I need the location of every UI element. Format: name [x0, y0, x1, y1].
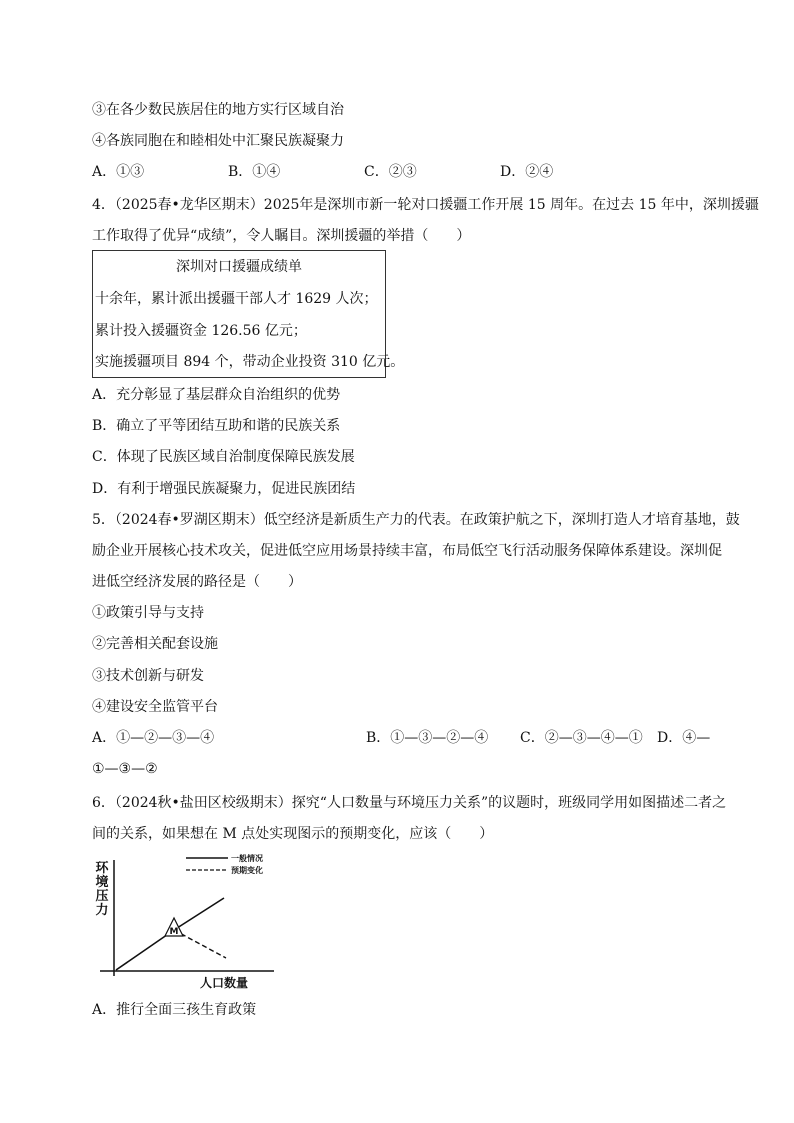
y-axis-label-char: 压: [95, 889, 109, 904]
q5-item-1: ①政策引导与支持: [92, 605, 204, 621]
q4-box-line-1: 十余年，累计派出援疆干部人才 1629 人次；: [95, 291, 378, 307]
legend-general-label: 一般情况: [231, 854, 263, 863]
q3-choice-a[interactable]: A．①③: [92, 164, 145, 180]
q5-stem-line-2: 励企业开展核心技术攻关，促进低空应用场景持续丰富，布局低空飞行活动服务保障体系建设。深圳促: [92, 543, 722, 559]
q5-stem-line-1: 5．（2024春•罗湖区期末）低空经济是新质生产力的代表。在政策护航之下，深圳打造人才培育基地，鼓: [92, 512, 740, 528]
y-axis-label-char: 境: [95, 875, 109, 890]
q5-item-3: ③技术创新与研发: [92, 668, 204, 684]
y-axis-label-char: 环: [95, 861, 109, 876]
q5-stem-line-3: 进低空经济发展的路径是（ ）: [92, 574, 302, 590]
q4-choice-a[interactable]: A．充分彰显了基层群众自治组织的优势: [92, 387, 341, 403]
q4-box-line-3: 实施援疆项目 894 个，带动企业投资 310 亿元。: [95, 354, 405, 370]
q6-stem-line-1: 6．（2024秋•盐田区校级期末）探究“人口数量与环境压力关系”的议题时，班级同学用如图描述二者之: [92, 795, 727, 811]
q6-stem-line-2: 间的关系，如果想在 M 点处实现图示的预期变化，应该（ ）: [92, 826, 494, 842]
q4-choice-d[interactable]: D．有利于增强民族凝聚力，促进民族团结: [92, 481, 356, 497]
q4-box-title: 深圳对口援疆成绩单: [176, 259, 302, 275]
x-axis-label: 人口数量: [199, 976, 249, 990]
y-axis-label: [95, 860, 109, 918]
q3-option-4: ④各族同胞在和睦相处中汇聚民族凝聚力: [92, 133, 344, 149]
q4-choice-b[interactable]: B．确立了平等团结互助和谐的民族关系: [92, 418, 341, 434]
q3-choice-d[interactable]: D．②④: [500, 164, 554, 180]
point-m-label: M: [169, 927, 179, 937]
q4-score-box: [92, 250, 405, 378]
q5-choice-a[interactable]: A．①—②—③—④: [92, 730, 215, 746]
y-axis-label-char: 力: [95, 903, 109, 918]
q4-stem-line-2: 工作取得了优异“成绩”，令人瞩目。深圳援疆的举措（ ）: [92, 228, 471, 244]
q3-choice-b[interactable]: B．①④: [228, 164, 281, 180]
q4-stem-line-1: 4．（2025春•龙华区期末）2025年是深圳市新一轮对口援疆工作开展 15 周年。在过去 15 年中，深圳援疆: [92, 197, 759, 213]
population-pressure-chart: [92, 848, 282, 990]
q3-option-3: ③在各少数民族居住的地方实行区域自治: [92, 102, 344, 118]
q5-choice-c[interactable]: C．②—③—④—①: [520, 730, 643, 746]
q4-box-line-2: 累计投入援疆资金 126.56 亿元；: [95, 323, 307, 339]
q3-choice-c[interactable]: C．②③: [364, 164, 417, 180]
q5-item-2: ②完善相关配套设施: [92, 636, 218, 652]
q5-choice-d[interactable]: D．④—: [657, 730, 711, 746]
q4-choice-c[interactable]: C．体现了民族区域自治制度保障民族发展: [92, 449, 355, 465]
q5-item-4: ④建设安全监管平台: [92, 699, 218, 715]
legend-expected-label: 预期变化: [231, 866, 263, 875]
q5-choice-b[interactable]: B．①—③—②—④: [366, 730, 489, 746]
q6-choice-a[interactable]: A．推行全面三孩生育政策: [92, 1002, 257, 1018]
q5-choice-d-continued: ①—③—②: [92, 761, 158, 777]
